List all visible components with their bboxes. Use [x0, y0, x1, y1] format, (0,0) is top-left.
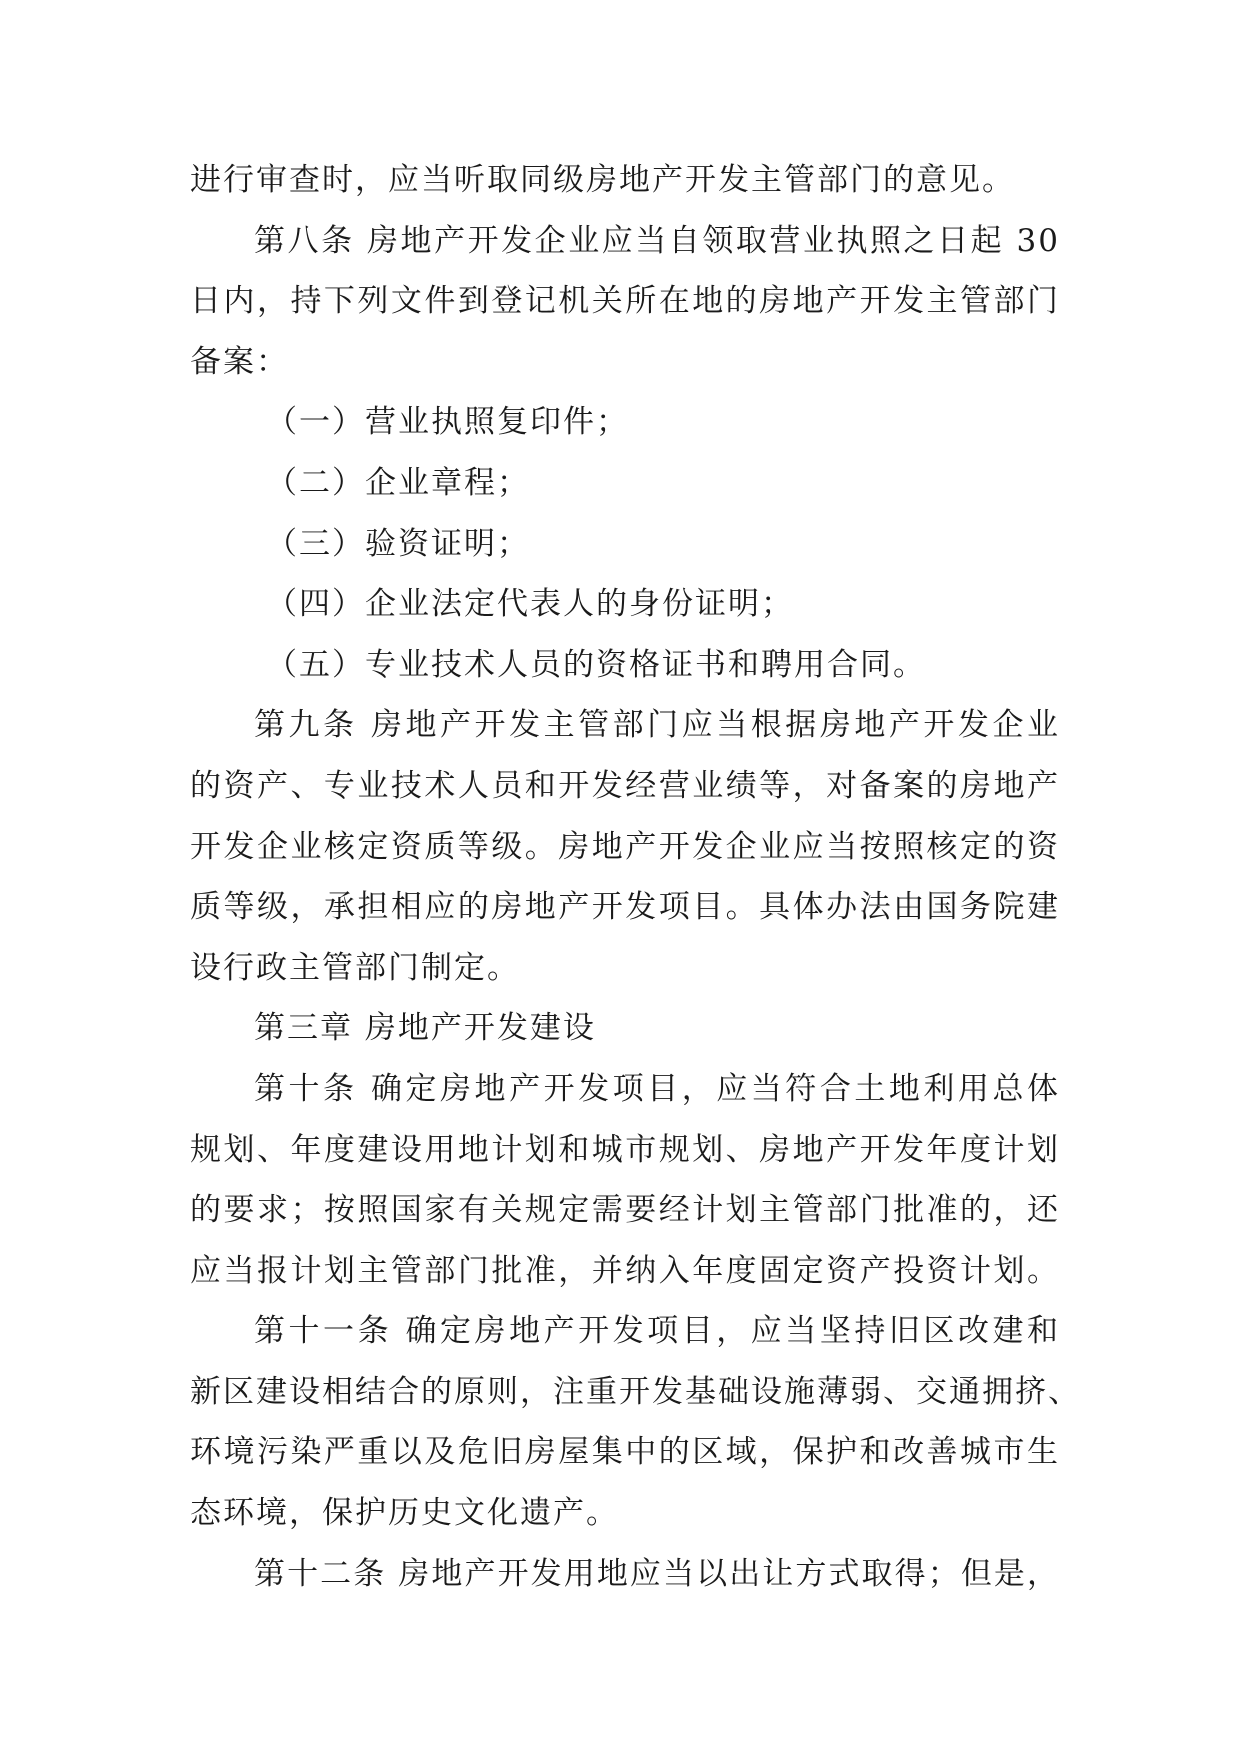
document-body	[190, 150, 1081, 1604]
list-item: （三）验资证明；	[266, 525, 530, 562]
list-item: （五）专业技术人员的资格证书和聘用合同。	[266, 646, 926, 683]
article-heading-line: 第九条 房地产开发主管部门应当根据房地产开发企业	[254, 707, 1060, 744]
text-line: 规划、年度建设用地计划和城市规划、房地产开发年度计划	[190, 1131, 1060, 1168]
text-line: 环境污染严重以及危旧房屋集中的区域，保护和改善城市生	[190, 1434, 1060, 1471]
text-line: 态环境，保护历史文化遗产。	[190, 1495, 619, 1532]
chapter-heading: 第三章 房地产开发建设	[254, 1010, 596, 1047]
text-line: 应当报计划主管部门批准，并纳入年度固定资产投资计划。	[190, 1252, 1060, 1289]
article-heading-line: 第十条 确定房地产开发项目，应当符合土地利用总体	[254, 1070, 1060, 1107]
article-heading-line: 第十一条 确定房地产开发项目，应当坚持旧区改建和	[254, 1313, 1060, 1350]
list-item: （二）企业章程；	[266, 464, 530, 501]
text-line: 质等级，承担相应的房地产开发项目。具体办法由国务院建	[190, 889, 1060, 926]
article-heading-line: 第八条 房地产开发企业应当自领取营业执照之日起 30	[254, 222, 1060, 259]
article-heading-line: 第十二条 房地产开发用地应当以出让方式取得；但是，	[254, 1555, 1060, 1592]
text-line: 设行政主管部门制定。	[190, 949, 520, 986]
text-line: 的资产、专业技术人员和开发经营业绩等，对备案的房地产	[190, 767, 1060, 804]
list-item: （四）企业法定代表人的身份证明；	[266, 586, 794, 623]
text-line: 进行审查时，应当听取同级房地产开发主管部门的意见。	[190, 162, 1015, 198]
text-line: 的要求；按照国家有关规定需要经计划主管部门批准的，还	[190, 1192, 1060, 1229]
text-line: 备案：	[190, 343, 289, 380]
text-line: 日内，持下列文件到登记机关所在地的房地产开发主管部门	[190, 283, 1060, 320]
text-line: 新区建设相结合的原则，注重开发基础设施薄弱、交通拥挤、	[190, 1373, 1081, 1410]
text-line: 开发企业核定资质等级。房地产开发企业应当按照核定的资	[190, 828, 1060, 865]
list-item: （一）营业执照复印件；	[266, 404, 629, 441]
